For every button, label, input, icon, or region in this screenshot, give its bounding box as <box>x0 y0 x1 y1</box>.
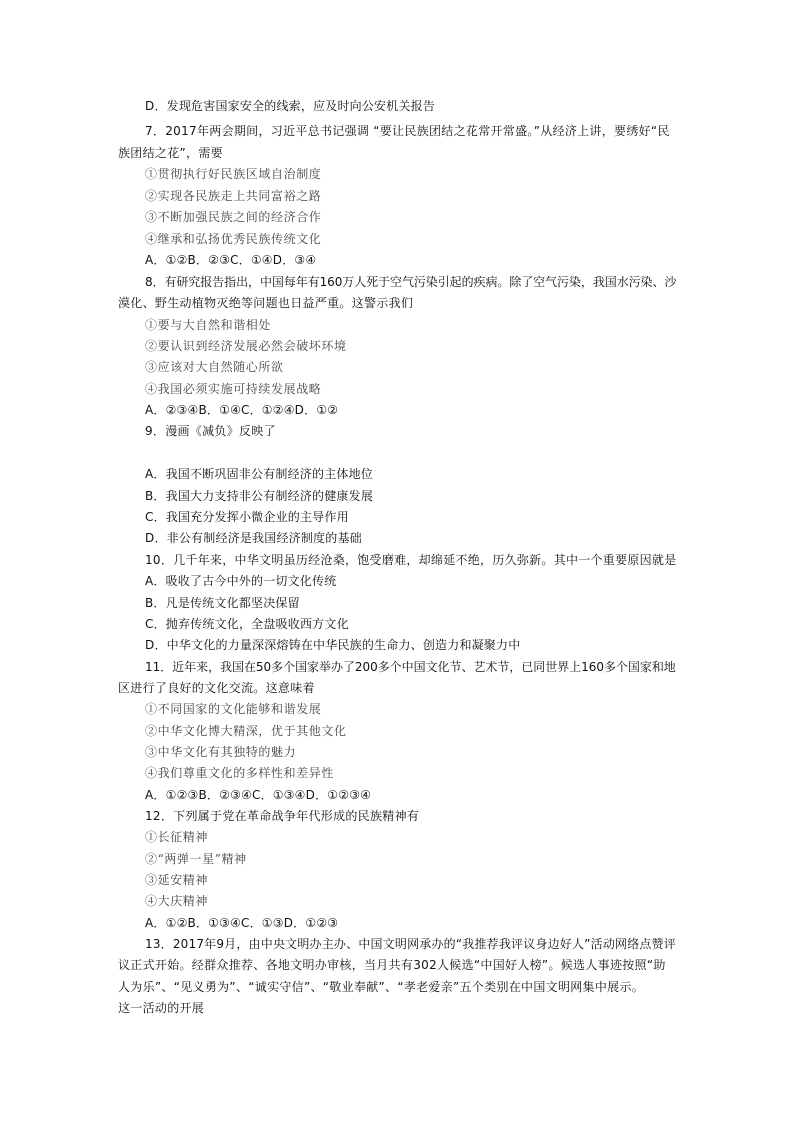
q10-option-c: C．抛弃传统文化，全盘吸收西方文化 <box>145 617 349 631</box>
q10-option-b: B．凡是传统文化都坚决保留 <box>145 596 300 610</box>
q7-stem-line-1: 7．2017年两会期间，习近平总书记强调 “要让民族团结之花常开常盛。”从经济上讲，要绣好“民 <box>145 124 670 138</box>
q12-statement-4: ④大庆精神 <box>145 894 209 908</box>
q7-stem-line-2: 族团结之花”，需要 <box>118 146 223 160</box>
q9-option-a: A．我国不断巩固非公有制经济的主体地位 <box>145 467 374 481</box>
q11-stem-line-2: 区进行了良好的文化交流。这意味着 <box>118 681 315 695</box>
q7-choices: A．①②B．②③C．①④D．③④ <box>145 253 317 267</box>
q12-stem: 12．下列属于党在革命战争年代形成的民族精神有 <box>145 809 420 823</box>
q7-statement-4: ④继承和弘扬优秀民族传统文化 <box>145 232 322 246</box>
q12-statement-3: ③延安精神 <box>145 873 209 887</box>
q10-option-a: A．吸收了古今中外的一切文化传统 <box>145 574 337 588</box>
q8-choices: A．②③④B．①④C．①②④D．①② <box>145 403 339 417</box>
q8-stem-line-1: 8．有研究报告指出，中国每年有160万人死于空气污染引起的疾病。除了空气污染，我国水污染、沙 <box>145 275 677 289</box>
q7-statement-2: ②实现各民族走上共同富裕之路 <box>145 189 322 203</box>
q9-option-d: D．非公有制经济是我国经济制度的基础 <box>145 531 362 545</box>
q13-stem-line-4: 这一活动的开展 <box>118 1001 205 1015</box>
q11-statement-4: ④我们尊重文化的多样性和差异性 <box>145 766 335 780</box>
q8-statement-4: ④我国必须实施可持续发展战略 <box>145 382 322 396</box>
q8-statement-3: ③应该对大自然随心所欲 <box>145 360 284 374</box>
q9-option-c: C．我国充分发挥小微企业的主导作用 <box>145 510 349 524</box>
q13-stem-line-3: 人为乐”、“见义勇为”、“诚实守信”、“敬业奉献”、“孝老爱亲”五个类别在中国文明网集中展示。 <box>118 980 645 994</box>
q7-statement-3: ③不断加强民族之间的经济合作 <box>145 210 322 224</box>
q8-statement-2: ②要认识到经济发展必然会破坏环境 <box>145 339 347 353</box>
q9-stem: 9．漫画《减负》反映了 <box>145 424 276 438</box>
q10-option-d: D．中华文化的力量深深熔铸在中华民族的生命力、创造力和凝聚力中 <box>145 638 521 652</box>
q8-statement-1: ①要与大自然和谐相处 <box>145 318 272 332</box>
q6-option-d: D．发现危害国家安全的线索，应及时向公安机关报告 <box>145 99 436 113</box>
q9-option-b: B．我国大力支持非公有制经济的健康发展 <box>145 489 374 503</box>
q13-stem-line-2: 议正式开始。经群众推荐、各地文明办审核，当月共有302人候选“中国好人榜”。候选人事迹按照“助 <box>118 958 666 972</box>
q11-statement-3: ③中华文化有其独特的魅力 <box>145 745 297 759</box>
q11-statement-2: ②中华文化博大精深，优于其他文化 <box>145 724 347 738</box>
q12-statement-2: ②“两弹一星”精神 <box>145 852 247 866</box>
q13-stem-line-1: 13．2017年9月，由中央文明办主办、中国文明网承办的“我推荐我评议身边好人”活动网络点赞评 <box>145 937 676 951</box>
q12-choices: A．①②B．①③④C．①③D．①②③ <box>145 916 339 930</box>
q11-statement-1: ①不同国家的文化能够和谐发展 <box>145 702 322 716</box>
q11-stem-line-1: 11．近年来，我国在50多个国家举办了200多个中国文化节、艺术节，已同世界上160多个国家和地 <box>145 660 676 674</box>
q12-statement-1: ①长征精神 <box>145 830 209 844</box>
q7-statement-1: ①贯彻执行好民族区域自治制度 <box>145 167 322 181</box>
q11-choices: A．①②③B．②③④C．①③④D．①②③④ <box>145 788 372 802</box>
q8-stem-line-2: 漠化、野生动植物灭绝等问题也日益严重。这警示我们 <box>118 296 414 310</box>
q10-stem: 10．几千年来，中华文明虽历经沧桑，饱受磨难，却绵延不绝，历久弥新。其中一个重要原因就是 <box>145 553 677 567</box>
